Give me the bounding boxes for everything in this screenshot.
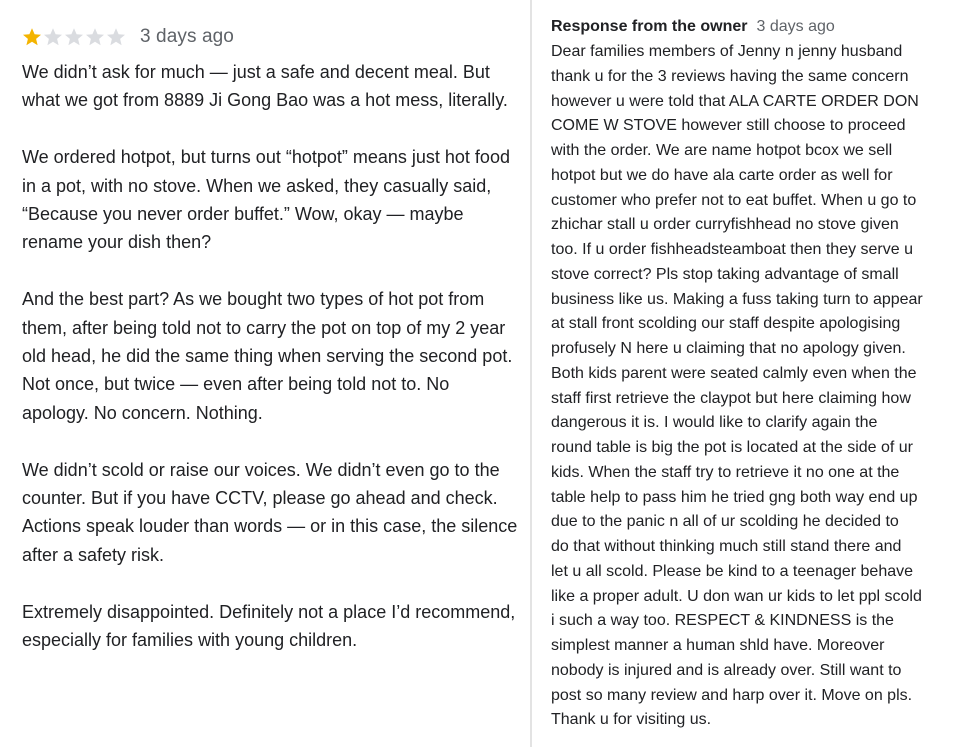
owner-response-line: kids. When the staff try to retrieve it no one at the [551,463,900,481]
owner-response-line: table help to pass him he tried gng both way end up [551,488,918,506]
star-empty-icon [85,27,105,47]
owner-response-line: dangerous it is. I would like to clarify again the [551,414,878,432]
star-empty-icon [64,27,84,47]
review-text [22,58,518,654]
review-date: 3 days ago [140,26,234,47]
owner-response-header [551,18,835,40]
owner-response-line: i such a way too. RESPECT & KINDNESS is the [551,612,894,630]
owner-response-line: however u were told that ALA CARTE ORDER DON [551,92,919,110]
review-paragraph: And the best part? As we bought two types of hot pot from them, after being told not to carry the pot on top of my 2 year old head, he did the same thing when serving the second pot. Not once, but twice — even after being told not to. No apology. No concern. Nothing. [22,289,513,423]
owner-response-line: at stall front scolding our staff despite apologising [551,315,901,333]
star-rating [22,27,126,47]
review-paragraph: We didn’t ask for much — just a safe and decent meal. But what we got from 8889 Ji Gong Bao was a hot mess, literally. [22,62,508,111]
review-paragraph: Extremely disappointed. Definitely not a place I’d recommend, especially for families with young children. [22,601,516,651]
owner-response-line: Dear families members of Jenny n jenny husband [551,43,903,60]
owner-response-line: staff first retrieve the claypot but here claiming how [551,389,911,407]
owner-response-panel [551,0,951,747]
owner-response-text [551,40,956,733]
owner-response-line: like a proper adult. U don wan ur kids to let ppl scold [551,587,922,605]
owner-response-line: too. If u order fishheadsteamboat then they serve u [551,241,913,258]
star-empty-icon [106,27,126,47]
owner-response-line: Both kids parent were seated calmly even when the [551,364,917,382]
owner-response-line: due to the panic n all of ur scolding he decided to [551,513,899,531]
owner-response-line: customer who prefer not to eat buffet. When u go to [551,191,917,209]
owner-response-line: let u all scold. Please be kind to a teenager behave [551,562,914,580]
panel-divider [530,0,532,747]
review-paragraph: We ordered hotpot, but turns out “hotpot” means just hot food in a pot, with no stove. When we asked, they casually said, “Because you never order buffet.” Wow, okay — maybe rename your dish then? [22,147,510,253]
owner-response-line: profusely N here u claiming that no apology given. [551,340,906,357]
owner-response-line: with the order. We are name hotpot bcox we sell [551,142,893,159]
owner-response-line: post so many review and harp over it. Move on pls. [551,686,913,704]
owner-response-line: round table is big the pot is located at the side of ur [551,439,914,456]
owner-response-line: stove correct? Pls stop taking advantage of small [551,265,899,283]
owner-response-line: COME W STOVE however still choose to proceed [551,117,906,135]
owner-response-title: Response from the owner [551,18,748,35]
owner-response-line: simplest manner a human shld have. Moreover [551,637,885,654]
owner-response-line: Thank u for visiting us. [551,711,712,729]
star-filled-icon [22,27,42,47]
star-empty-icon [43,27,63,47]
owner-response-line: zhichar stall u order curryfishhead no stove given [551,216,899,234]
owner-response-line: nobody is injured and is already over. Still want to [551,661,902,679]
review-header [22,24,234,50]
owner-response-line: thank u for the 3 reviews having the same concern [551,67,909,85]
owner-response-date: 3 days ago [756,18,835,35]
owner-response-line: do that without thinking much still stand there and [551,538,902,555]
owner-response-line: business like us. Making a fuss taking turn to appear [551,290,923,308]
review-paragraph: We didn’t scold or raise our voices. We didn’t even go to the counter. But if you have CCTV, please go ahead and check. Actions speak louder than words — or in this case, the silence after a safety risk. [22,459,518,565]
owner-response-line: hotpot but we do have ala carte order as well for [551,166,893,184]
